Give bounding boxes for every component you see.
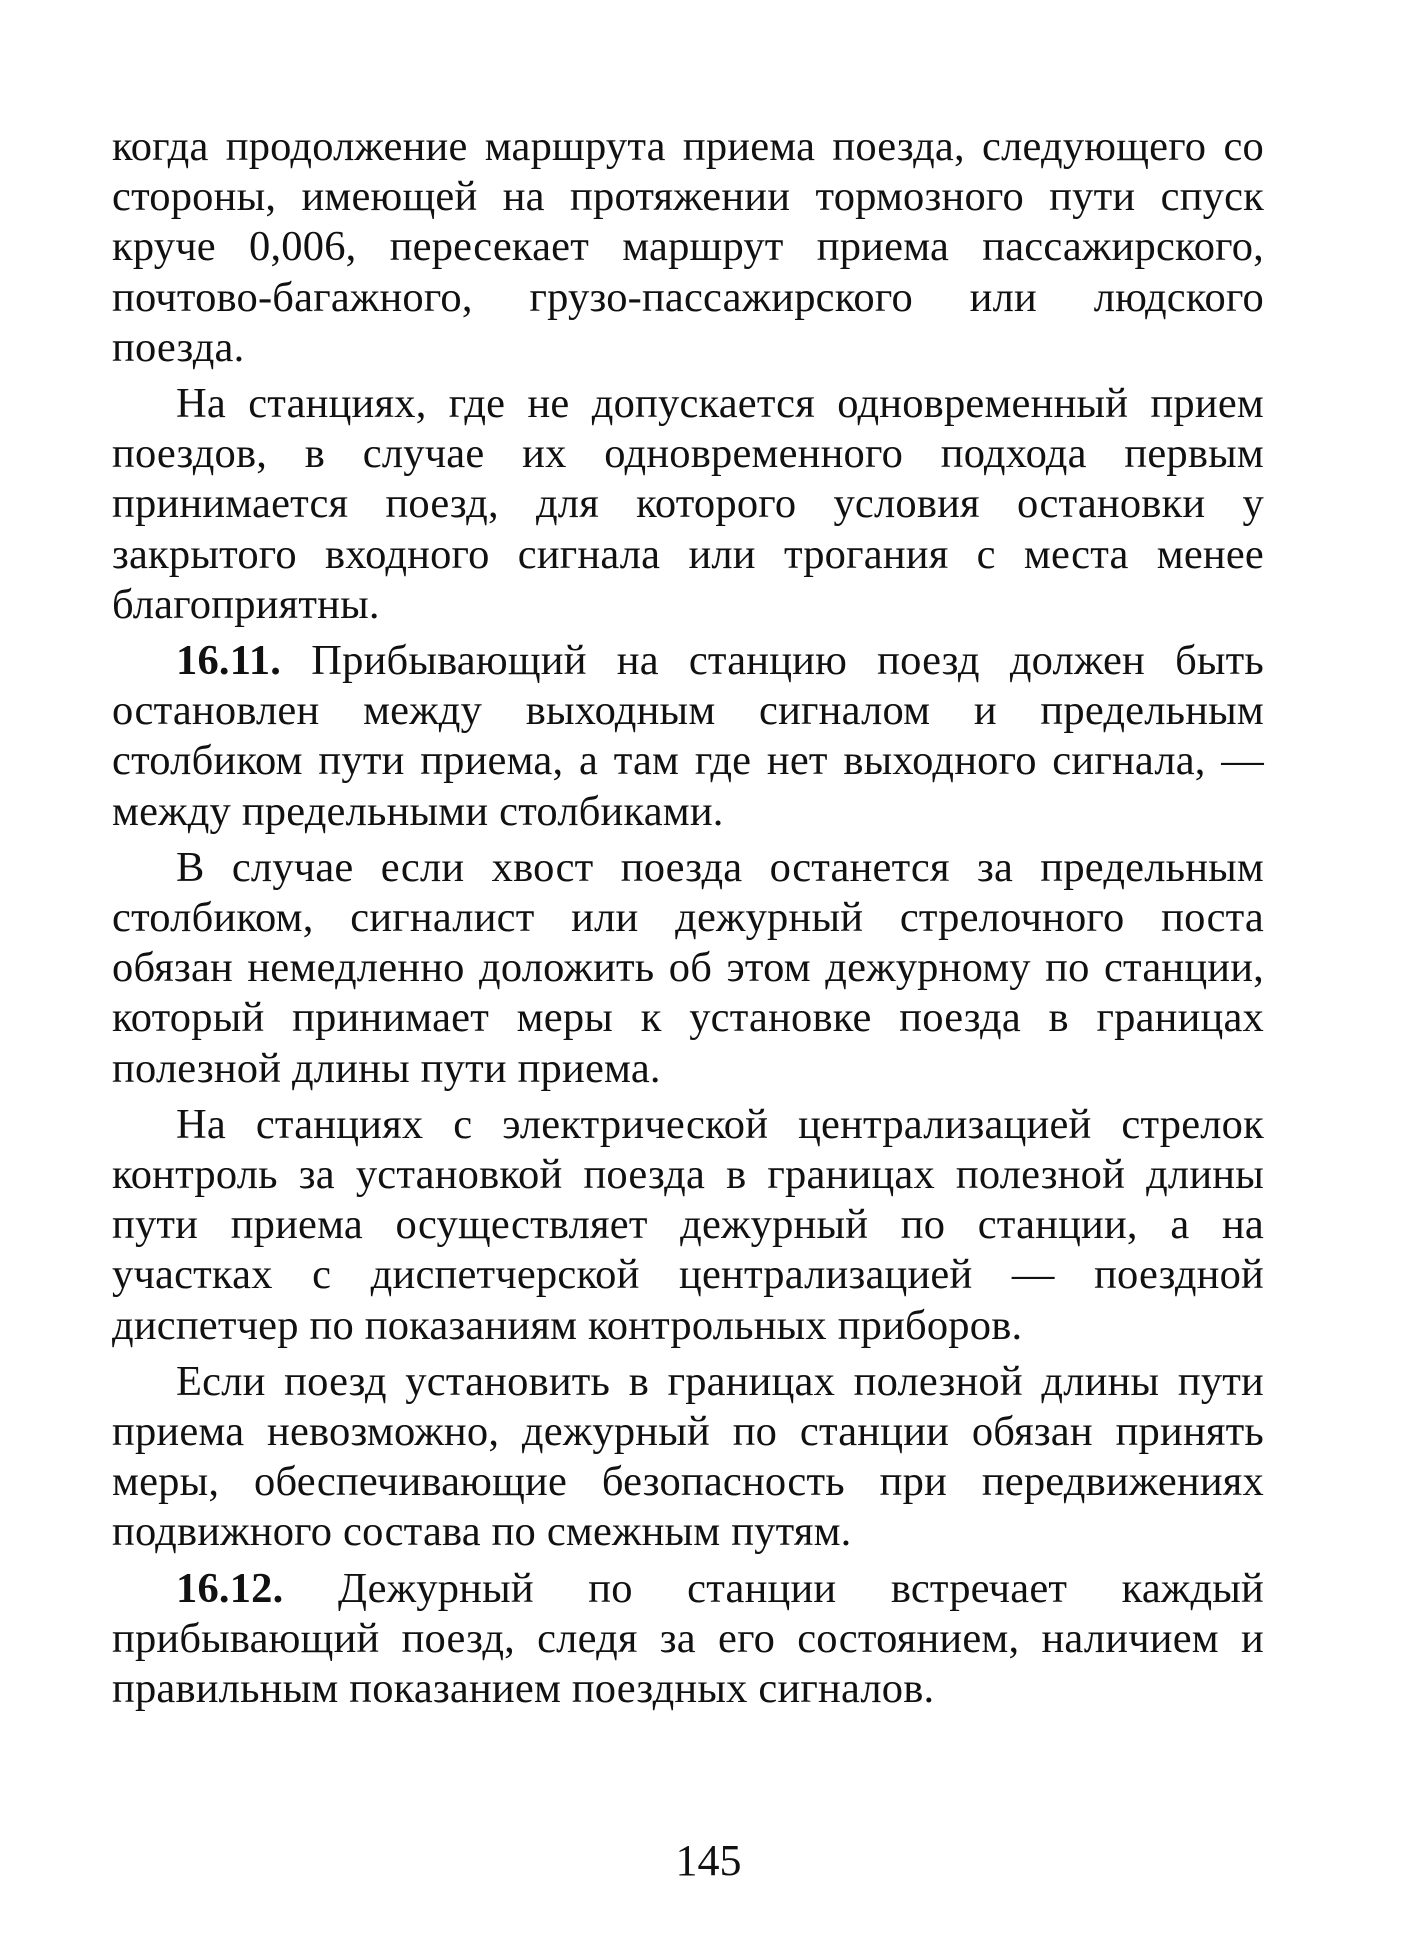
paragraph-text: В случае если хвост поезда останется за предельным столбиком, сигналист или дежурный стрелочного поста обязан немедленно доложить об этом дежурному по станции, который принимает меры к установке поезда в границах полезной длины пути приема.	[112, 843, 1264, 1092]
section-16-12	[112, 1564, 1264, 1715]
section-number: 16.12.	[176, 1564, 284, 1612]
paragraph-text: На станциях, где не допускается одновременный прием поездов, в случае их одновременного подхода первым принимается поезд, для которого условия остановки у закрытого входного сигнала или трогания с места менее благоприятны.	[112, 380, 1264, 628]
paragraph-text: когда продолжение маршрута приема поезда, следующего со стороны, имеющей на протяжении тормозного пути спуск круче 0,006, пересекает маршрут приема пассажирского, почтово-багажного, грузо-пассажирского или людского поезда.	[112, 123, 1264, 371]
section-number: 16.11.	[176, 637, 282, 685]
page-body	[112, 122, 1264, 1720]
paragraph	[112, 379, 1264, 630]
paragraph-text: Дежурный по станции встречает каждый прибывающий поезд, следя за его состоянием, наличием и правильным показанием поездных сигналов.	[112, 1564, 1264, 1713]
paragraph	[112, 1100, 1264, 1351]
paragraph-text: Если поезд установить в границах полезной длины пути приема невозможно, дежурный по станции обязан принять меры, обеспечивающие безопасность при передвижениях подвижного состава по смежным путям.	[112, 1357, 1264, 1556]
paragraph-text: На станциях с электрической централизацией стрелок контроль за установкой поезда в границах полезной длины пути приема осуществляет дежурный по станции, а на участках с диспетчерской централизацией — поездной диспетчер по показаниям контрольных приборов.	[112, 1100, 1264, 1349]
paragraph-continuation	[112, 122, 1264, 373]
paragraph	[112, 843, 1264, 1094]
page-number: 145	[675, 1836, 742, 1885]
paragraph	[112, 1357, 1264, 1558]
section-16-11	[112, 636, 1264, 837]
paragraph-text: Прибывающий на станцию поезд должен быть остановлен между выходным сигналом и предельным столбиком пути приема, а там где нет выходного сигнала, — между предельными столбиками.	[112, 637, 1265, 835]
